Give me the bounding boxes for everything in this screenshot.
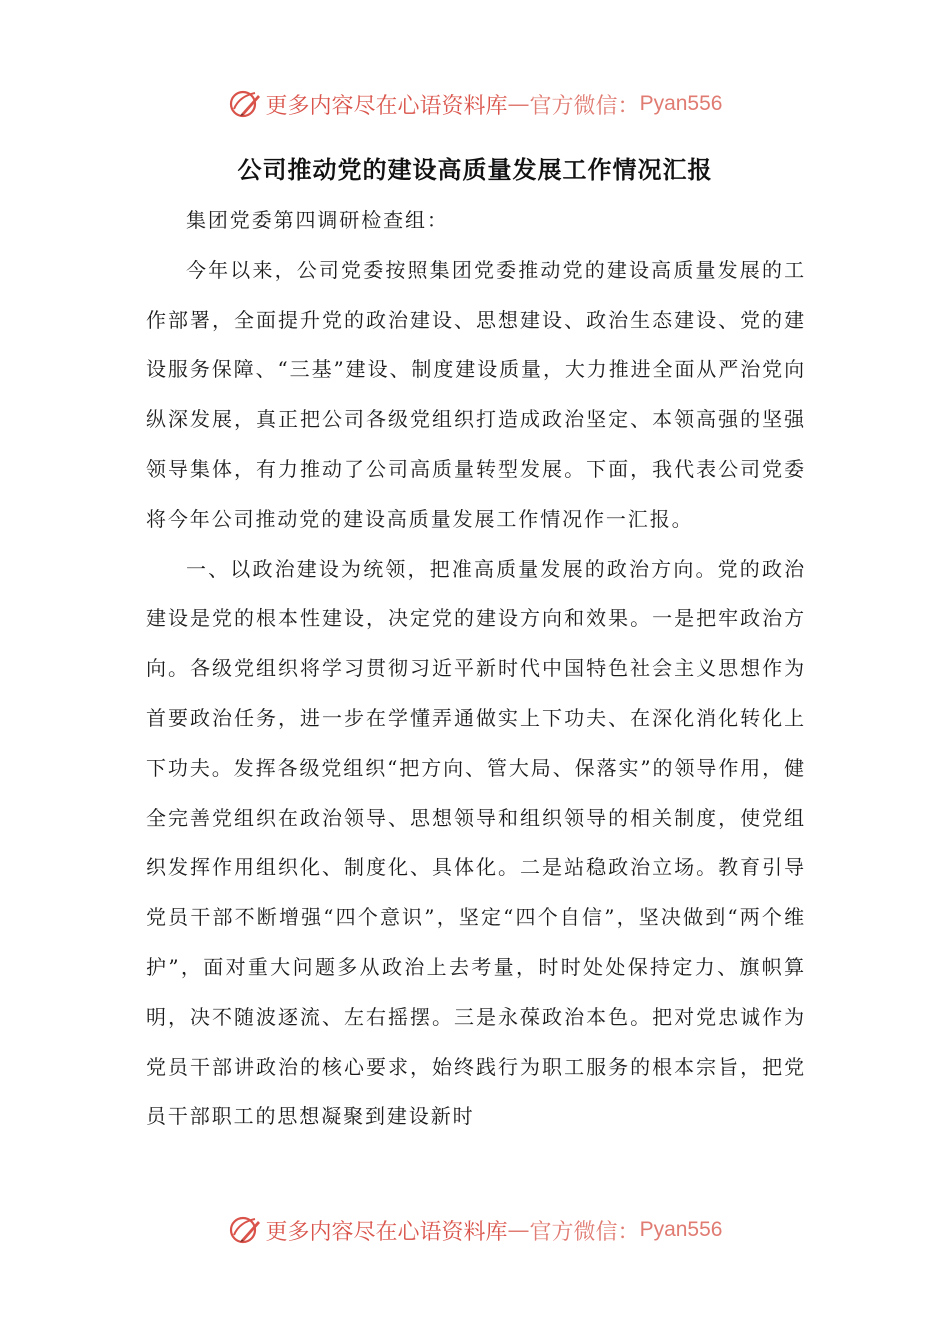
document-title: 公司推动党的建设高质量发展工作情况汇报 (237, 156, 713, 184)
body-paragraph: 今年以来，公司党委按照集团党委推动党的建设高质量发展的工作部署，全面提升党的政治建设、思想建设、政治生态建设、党的建设服务保障、“三基”建设、制度建设质量，大力推进全面从严治党向纵深发展，真正把公司各级党组织打造成政治坚定、本领高强的坚强领导集体，有力推动了公司高质量转型发展。下面，我代表公司党委将今年公司推动党的建设高质量发展工作情况作一汇报。 (146, 257, 806, 531)
banner-wechat-label: 官方微信： (529, 1219, 640, 1245)
pen-logo-icon (228, 1213, 262, 1247)
header-watermark-banner (0, 84, 950, 124)
banner-wechat-id: Pyan556 (639, 92, 723, 115)
document-body (146, 196, 806, 1142)
banner-separator: — (507, 91, 530, 117)
footer-watermark-banner (0, 1210, 950, 1250)
body-paragraph: 一、以政治建设为统领，把准高质量发展的政治方向。党的政治建设是党的根本性建设，决定党的建设方向和效果。一是把牢政治方向。各级党组织将学习贯彻习近平新时代中国特色社会主义思想作为首要政治任务，进一步在学懂弄通做实上下功夫、在深化消化转化上下功夫。发挥各级党组织“把方向、管大局、保落实”的领导作用，健全完善党组织在政治领导、思想领导和组织领导的相关制度，使党组织发挥作用组织化、制度化、具体化。二是站稳政治立场。教育引导党员干部不断增强“四个意识”，坚定“四个自信”，坚决做到“两个维护”，面对重大问题多从政治上去考量，时时处处保持定力、旗帜算明，决不随波逐流、左右摇摆。三是永葆政治本色。把对党忠诚作为党员干部讲政治的核心要求，始终践行为职工服务的根本宗旨，把党员干部职工的思想凝聚到建设新时 (146, 556, 806, 1129)
banner-slogan: 更多内容尽在心语资料库 (265, 1219, 508, 1245)
banner-wechat-label: 官方微信： (529, 93, 640, 119)
banner-separator: — (507, 1217, 530, 1243)
banner-slogan: 更多内容尽在心语资料库 (265, 93, 508, 119)
salutation: 集团党委第四调研检查组： (186, 208, 449, 232)
pen-logo-icon (228, 87, 262, 121)
banner-wechat-id: Pyan556 (639, 1218, 723, 1241)
